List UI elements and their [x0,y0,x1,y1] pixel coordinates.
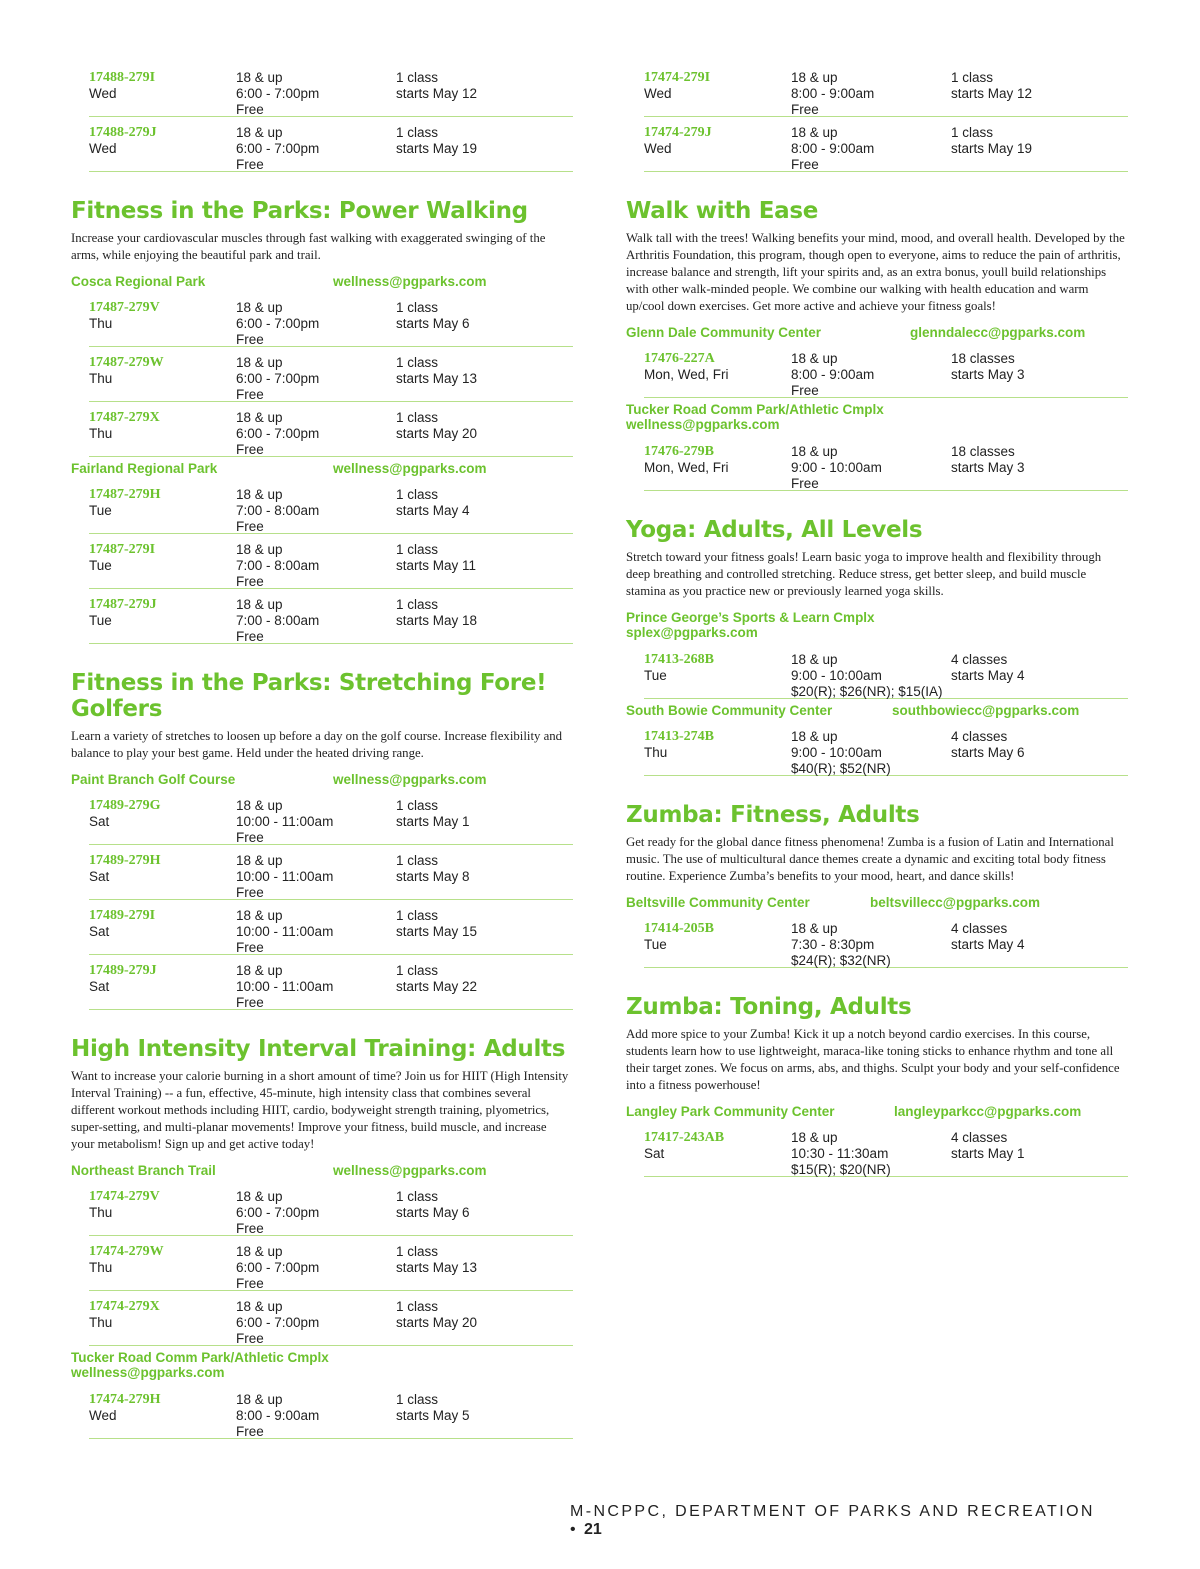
class-time: 6:00 - 7:00pm [236,371,320,386]
location-email[interactable]: wellness@pgparks.com [626,417,780,432]
class-time: 6:00 - 7:00pm [236,86,320,101]
class-start: starts May 22 [396,979,478,994]
class-days: Sat [89,979,110,994]
class-count: 1 class [396,1244,439,1259]
class-count: 4 classes [951,1130,1008,1145]
class-time: 6:00 - 7:00pm [236,426,320,441]
class-row [644,644,1128,699]
class-count: 1 class [396,300,439,315]
class-time: 9:00 - 10:00am [791,460,882,475]
class-days: Thu [89,1205,113,1220]
class-row [89,347,573,402]
class-row [644,117,1128,172]
class-time: 6:00 - 7:00pm [236,141,320,156]
location-header [71,1163,573,1181]
class-code: 17488-279I [89,70,156,85]
class-fee: Free [791,102,819,117]
location-name: Langley Park Community Center [626,1104,835,1119]
class-count: 1 class [396,853,439,868]
class-time: 10:00 - 11:00am [236,924,334,939]
class-row [89,117,573,172]
class-code: 17414-205B [644,921,714,936]
class-count: 1 class [396,1299,439,1314]
class-row [89,1236,573,1291]
class-start: starts May 6 [396,1205,470,1220]
class-fee: Free [236,830,264,845]
class-days: Tue [644,668,667,683]
section-title: Fitness in the Parks: Power Walking [71,198,528,224]
class-start: starts May 12 [396,86,478,101]
location-name: South Bowie Community Center [626,703,833,718]
location-name: Paint Branch Golf Course [71,772,236,787]
class-fee: Free [236,1331,264,1346]
location-header [626,610,1128,644]
class-days: Thu [89,316,113,331]
class-count: 1 class [951,70,994,85]
class-start: starts May 1 [396,814,470,829]
class-age: 18 & up [236,908,283,923]
section-description: Get ready for the global dance fitness phenomena! Zumba is a fusion of Latin and International music. The use of multicultural dance themes create a dynamic and exciting total body fitness routine. Experience Zumba’s benefits to your mood, heart, and dance skills! [626,835,1114,883]
class-time: 8:00 - 9:00am [791,367,875,382]
class-time: 6:00 - 7:00pm [236,1315,320,1330]
section-description: Walk tall with the trees! Walking benefits your mind, mood, and overall health. Developed by the Arthritis Foundation, this program, though open to everyone, aims to reduce the pain of arthritis, increase balance and strength, lift your spirits and, as an extra bonus, youll build relationships with other walk-minded people. We combine our walking with health education and warm up/cool down exercises. Get more active and achieve your fitness goals! [626,231,1125,313]
class-code: 17413-268B [644,652,714,667]
class-days: Sat [89,814,110,829]
class-code: 17489-279I [89,908,156,923]
class-count: 1 class [396,908,439,923]
class-code: 17487-279X [89,410,160,425]
class-age: 18 & up [236,70,283,85]
location-email[interactable]: beltsvillecc@pgparks.com [870,895,1040,910]
class-row [644,343,1128,398]
class-start: starts May 12 [951,86,1033,101]
class-row [89,900,573,955]
class-count: 1 class [396,798,439,813]
class-time: 6:00 - 7:00pm [236,1205,320,1220]
class-time: 6:00 - 7:00pm [236,1260,320,1275]
class-code: 17489-279H [89,853,161,868]
class-fee: $15(R); $20(NR) [791,1162,891,1177]
class-time: 6:00 - 7:00pm [236,316,320,331]
class-age: 18 & up [236,597,283,612]
class-age: 18 & up [236,1189,283,1204]
class-age: 18 & up [236,125,283,140]
section-description: Stretch toward your fitness goals! Learn basic yoga to improve health and flexibility through deep breathing and controlled stretching. Reduce stress, get better sleep, and build muscle stamina as you practice new or previously learned yoga skills. [626,550,1102,598]
class-code: 17487-279J [89,597,157,612]
class-count: 1 class [396,487,439,502]
class-fee: Free [236,332,264,347]
class-count: 1 class [396,410,439,425]
section-description: Add more spice to your Zumba! Kick it up a notch beyond cardio exercises. In this course, students learn how to use lightweight, maraca-like toning sticks to enhance rhythm and tone all their target zones. We focus on arms, abs, and thighs. Sculpt your body and your self-confidence into a fitness powerhouse! [626,1027,1120,1092]
class-fee: Free [236,387,264,402]
location-header [626,402,1128,436]
class-start: starts May 19 [951,141,1033,156]
class-start: starts May 11 [396,558,477,573]
class-time: 7:00 - 8:00am [236,558,320,573]
class-days: Wed [89,1408,117,1423]
class-code: 17476-279B [644,444,714,459]
class-age: 18 & up [791,70,838,85]
class-time: 10:00 - 11:00am [236,814,334,829]
section-title: Zumba: Fitness, Adults [626,802,920,828]
class-start: starts May 3 [951,460,1025,475]
section-title: Zumba: Toning, Adults [626,994,912,1020]
class-days: Wed [644,141,672,156]
class-time: 8:00 - 9:00am [791,86,875,101]
class-age: 18 & up [236,1244,283,1259]
class-count: 1 class [396,70,439,85]
class-time: 9:00 - 10:00am [791,745,882,760]
class-start: starts May 20 [396,1315,478,1330]
class-age: 18 & up [791,921,838,936]
class-days: Tue [644,937,667,952]
location-email[interactable]: wellness@pgparks.com [71,1365,225,1380]
page-number: 21 [584,1521,602,1538]
class-start: starts May 15 [396,924,478,939]
class-row [89,845,573,900]
class-code: 17487-279W [89,355,164,370]
location-email[interactable]: wellness@pgparks.com [333,772,487,787]
location-header [626,703,1128,721]
class-row [89,589,573,644]
location-header [626,1104,1128,1122]
class-time: 10:30 - 11:30am [791,1146,889,1161]
class-age: 18 & up [791,1130,838,1145]
class-time: 10:00 - 11:00am [236,979,334,994]
class-age: 18 & up [236,355,283,370]
class-row [89,62,573,117]
class-count: 4 classes [951,729,1008,744]
class-start: starts May 8 [396,869,470,884]
class-days: Thu [89,426,113,441]
class-code: 17476-227A [644,351,715,366]
class-age: 18 & up [236,1299,283,1314]
class-fee: Free [236,629,264,644]
location-name: Cosca Regional Park [71,274,206,289]
location-email[interactable]: southbowiecc@pgparks.com [892,703,1080,718]
class-days: Wed [89,141,117,156]
location-email[interactable]: splex@pgparks.com [626,625,758,640]
class-count: 18 classes [951,351,1015,366]
class-fee: Free [791,157,819,172]
class-days: Mon, Wed, Fri [644,367,729,382]
class-count: 1 class [396,597,439,612]
class-time: 9:00 - 10:00am [791,668,882,683]
class-row [644,436,1128,491]
class-code: 17417-243AB [644,1130,725,1145]
class-count: 1 class [396,963,439,978]
location-name: Tucker Road Comm Park/Athletic Cmplx [626,402,884,417]
class-age: 18 & up [791,729,838,744]
location-header [626,325,1128,343]
class-code: 17487-279H [89,487,161,502]
class-days: Thu [89,1260,113,1275]
class-fee: $24(R); $32(NR) [791,953,891,968]
class-start: starts May 4 [396,503,470,518]
class-start: starts May 13 [396,1260,478,1275]
location-header [71,461,573,479]
class-age: 18 & up [236,542,283,557]
class-time: 7:30 - 8:30pm [791,937,875,952]
class-start: starts May 20 [396,426,478,441]
section-description: Learn a variety of stretches to loosen up before a day on the golf course. Increase flexibility and balance to play your best game. Held under the heated driving range. [71,729,563,760]
class-fee: Free [236,1221,264,1236]
class-start: starts May 5 [396,1408,470,1423]
class-age: 18 & up [236,410,283,425]
section-title: Yoga: Adults, All Levels [626,517,923,543]
class-row [89,402,573,457]
class-row [89,955,573,1010]
class-days: Sat [644,1146,665,1161]
class-start: starts May 4 [951,937,1025,952]
location-header [71,1350,573,1384]
right-column [626,62,1128,1177]
class-fee: Free [236,995,264,1010]
class-fee: Free [236,442,264,457]
class-code: 17474-279V [89,1189,160,1204]
location-email[interactable]: wellness@pgparks.com [333,1163,487,1178]
class-age: 18 & up [791,652,838,667]
class-row [644,721,1128,776]
location-email[interactable]: wellness@pgparks.com [333,461,487,476]
class-days: Tue [89,503,112,518]
class-days: Thu [644,745,668,760]
location-name: Glenn Dale Community Center [626,325,822,340]
class-code: 17474-279W [89,1244,164,1259]
class-age: 18 & up [236,300,283,315]
class-fee: $40(R); $52(NR) [791,761,891,776]
location-name: Beltsville Community Center [626,895,810,910]
class-code: 17489-279G [89,798,161,813]
class-age: 18 & up [791,125,838,140]
location-name: Fairland Regional Park [71,461,218,476]
class-age: 18 & up [791,351,838,366]
class-count: 1 class [396,542,439,557]
class-days: Thu [89,371,113,386]
class-time: 7:00 - 8:00am [236,503,320,518]
location-email[interactable]: langleyparkcc@pgparks.com [894,1104,1082,1119]
class-start: starts May 18 [396,613,478,628]
class-code: 17488-279J [89,125,157,140]
class-start: starts May 6 [396,316,470,331]
page-footer [570,1503,1130,1539]
class-start: starts May 19 [396,141,478,156]
class-fee: Free [791,476,819,491]
class-start: starts May 4 [951,668,1025,683]
class-code: 17474-279I [644,70,711,85]
class-age: 18 & up [236,963,283,978]
location-email[interactable]: wellness@pgparks.com [333,274,487,289]
class-days: Wed [89,86,117,101]
location-header [626,895,1128,913]
class-days: Tue [89,613,112,628]
location-name: Northeast Branch Trail [71,1163,216,1178]
class-time: 8:00 - 9:00am [791,141,875,156]
class-days: Mon, Wed, Fri [644,460,729,475]
class-code: 17474-279J [644,125,712,140]
class-start: starts May 3 [951,367,1025,382]
class-fee: Free [791,383,819,398]
class-days: Thu [89,1315,113,1330]
class-row [89,1291,573,1346]
class-row [644,913,1128,968]
section-title: High Intensity Interval Training: Adults [71,1036,566,1062]
location-name: Tucker Road Comm Park/Athletic Cmplx [71,1350,329,1365]
location-name: Prince George’s Sports & Learn Cmplx [626,610,875,625]
class-age: 18 & up [236,1392,283,1407]
class-fee: Free [236,157,264,172]
class-code: 17474-279H [89,1392,161,1407]
section-title: Fitness in the Parks: Stretching Fore! Golfers [71,670,547,722]
class-count: 1 class [396,125,439,140]
section-title: Walk with Ease [626,198,819,224]
class-row [89,1181,573,1236]
class-age: 18 & up [236,853,283,868]
class-row [89,292,573,347]
section-description: Increase your cardiovascular muscles through fast walking with exaggerated swinging of the arms, while enjoying the beautiful park and trail. [71,231,546,262]
class-time: 10:00 - 11:00am [236,869,334,884]
class-row [89,534,573,589]
class-fee: Free [236,1276,264,1291]
class-fee: $20(R); $26(NR); $15(IA) [791,684,943,699]
class-fee: Free [236,102,264,117]
left-column [71,62,573,1439]
class-start: starts May 13 [396,371,478,386]
section-description: Want to increase your calorie burning in a short amount of time? Join us for HIIT (High Intensity Interval Training) -- a fun, effective, 45-minute, high intensity class that combines several different workout methods including HIIT, cardio, bodyweight strength training, plyometrics, super-setting, and multi-planar movements! Improve your fitness, build muscle, and increase your metabolism! Sign up and get active today! [71,1069,569,1151]
class-row [644,62,1128,117]
location-header [71,772,573,790]
class-row [644,1122,1128,1177]
class-fee: Free [236,1424,264,1439]
class-time: 8:00 - 9:00am [236,1408,320,1423]
location-header [71,274,573,292]
class-days: Sat [89,924,110,939]
class-age: 18 & up [791,444,838,459]
location-email[interactable]: glenndalecc@pgparks.com [910,325,1086,340]
class-days: Wed [644,86,672,101]
class-code: 17487-279I [89,542,156,557]
class-fee: Free [236,885,264,900]
class-days: Sat [89,869,110,884]
class-start: starts May 1 [951,1146,1025,1161]
class-count: 4 classes [951,652,1008,667]
class-time: 7:00 - 8:00am [236,613,320,628]
class-fee: Free [236,940,264,955]
class-code: 17487-279V [89,300,160,315]
footer-org: M-NCPPC, DEPARTMENT OF PARKS AND RECREATION • [570,1503,1095,1538]
class-row [89,479,573,534]
class-count: 1 class [396,1392,439,1407]
class-code: 17413-274B [644,729,714,744]
class-count: 4 classes [951,921,1008,936]
class-row [89,790,573,845]
class-fee: Free [236,519,264,534]
class-age: 18 & up [236,798,283,813]
class-fee: Free [236,574,264,589]
class-count: 18 classes [951,444,1015,459]
class-age: 18 & up [236,487,283,502]
class-code: 17489-279J [89,963,157,978]
class-row [89,1384,573,1439]
class-code: 17474-279X [89,1299,160,1314]
class-days: Tue [89,558,112,573]
class-count: 1 class [396,355,439,370]
class-count: 1 class [396,1189,439,1204]
class-start: starts May 6 [951,745,1025,760]
class-count: 1 class [951,125,994,140]
